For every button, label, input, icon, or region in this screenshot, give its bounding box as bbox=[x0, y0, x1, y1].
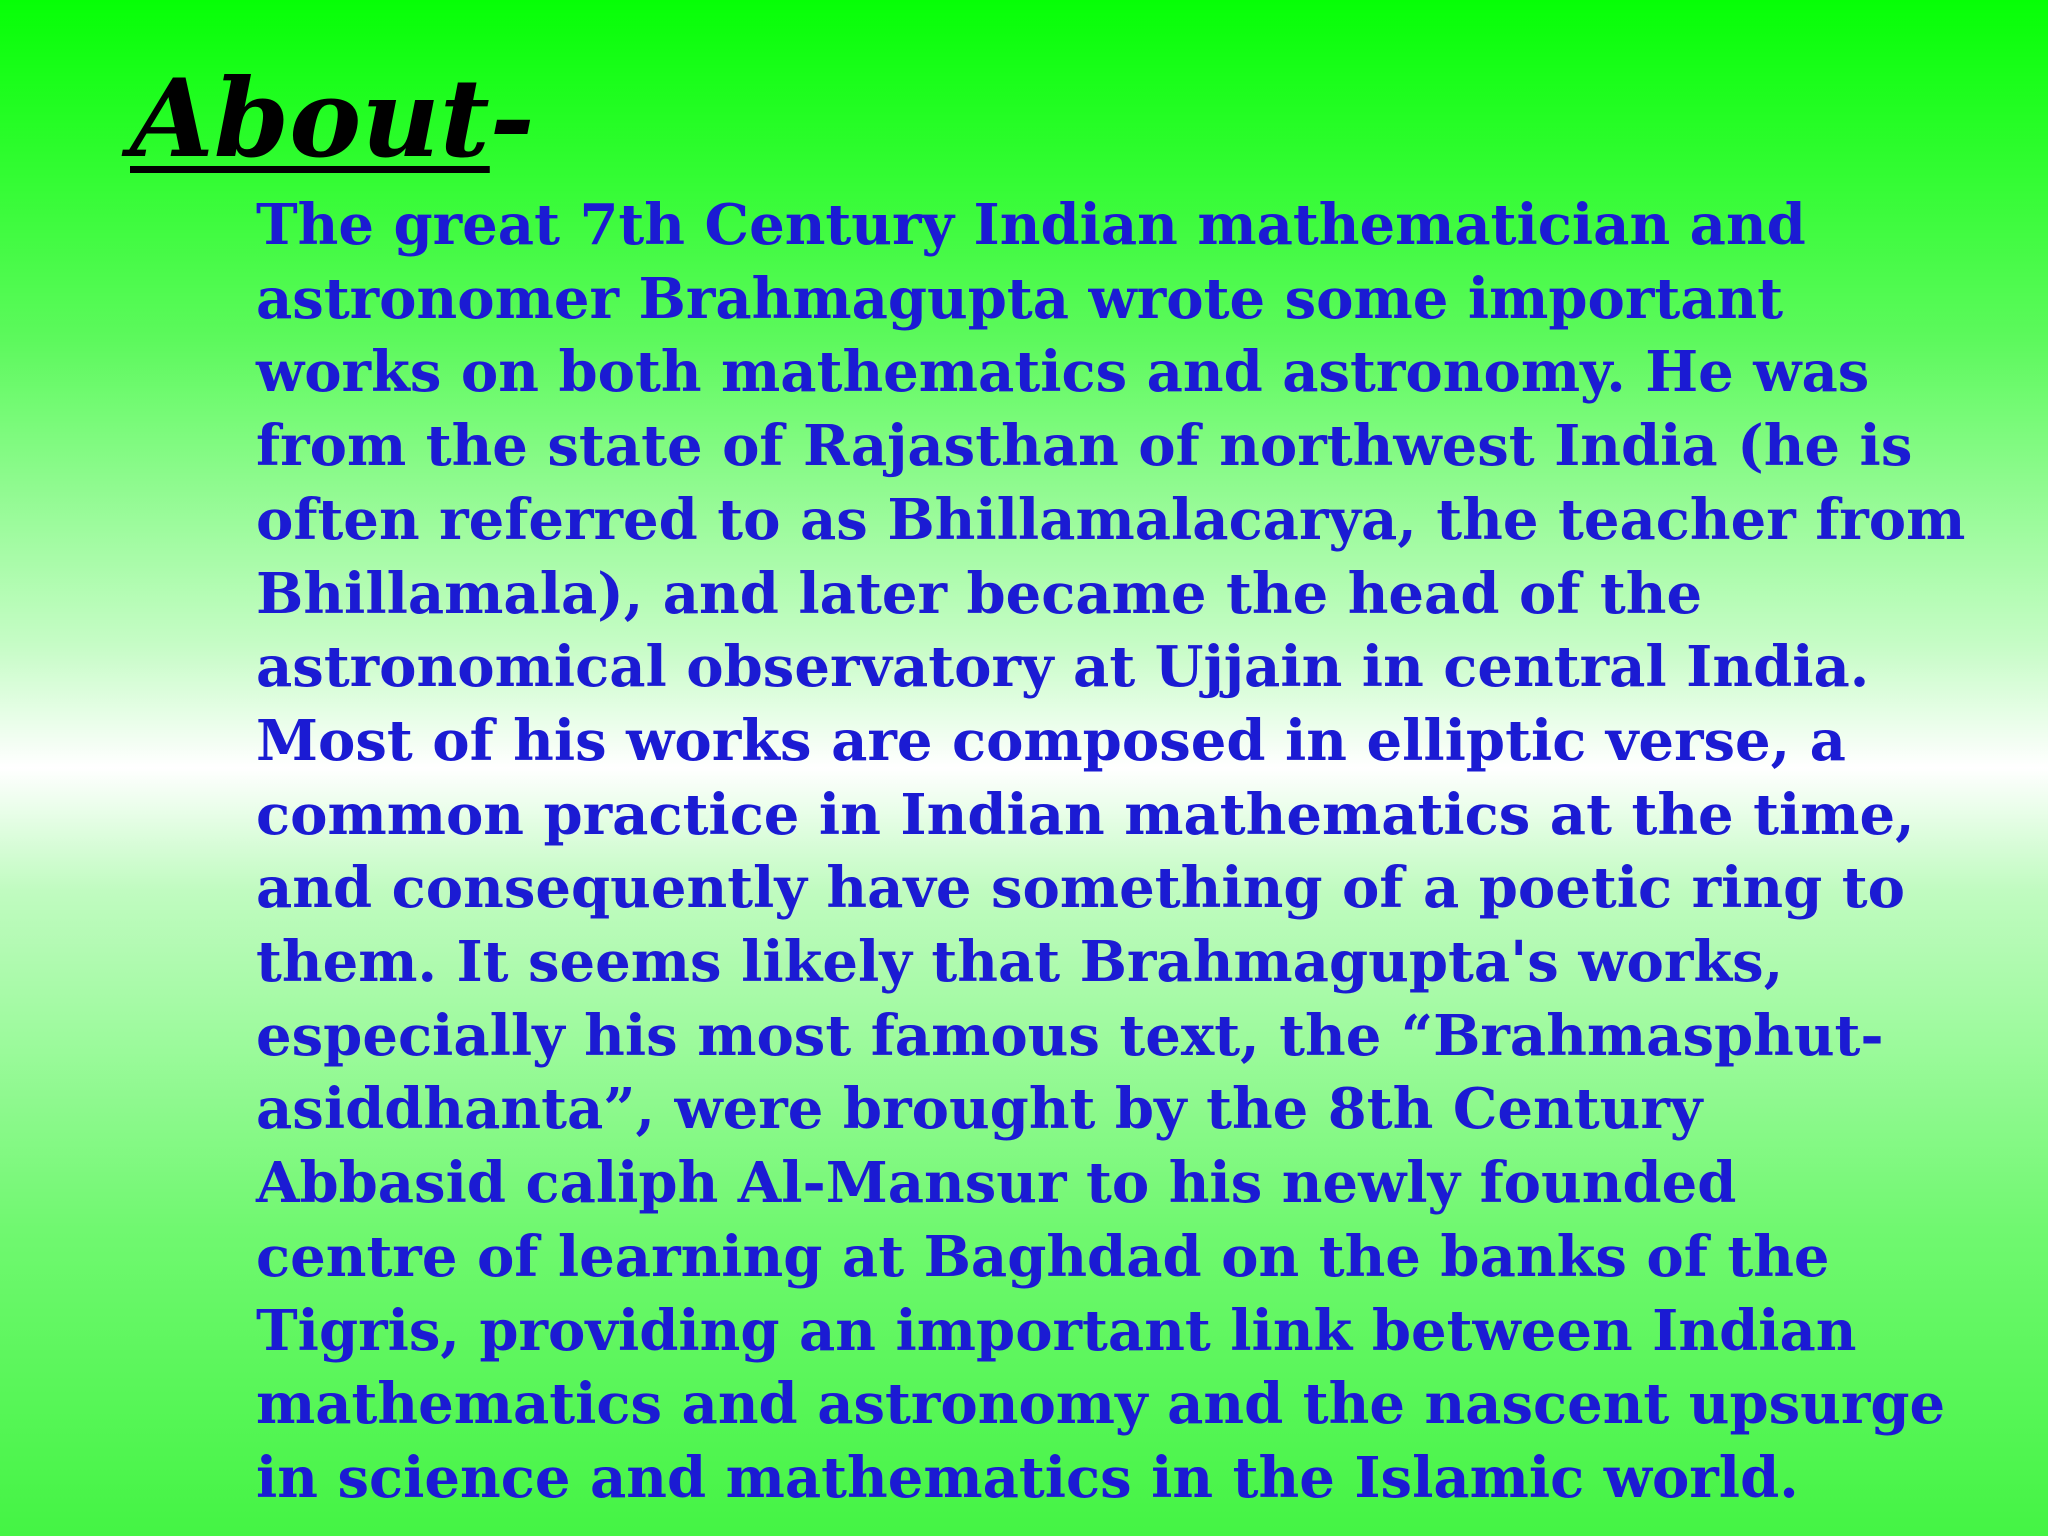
paragraph-line: Tigris, providing an important link between Indian bbox=[256, 1297, 1857, 1364]
paragraph-line: astronomical observatory at Ujjain in central India. bbox=[256, 634, 1870, 701]
paragraph-line: astronomer Brahmagupta wrote some important bbox=[256, 265, 1784, 332]
heading-suffix: - bbox=[489, 56, 535, 182]
paragraph-line: them. It seems likely that Brahmagupta's works, bbox=[256, 929, 1784, 996]
paragraph-line: and consequently have something of a poetic ring to bbox=[256, 855, 1905, 922]
paragraph-line: asiddhanta”, were brought by the 8th Century bbox=[256, 1076, 1703, 1143]
paragraph-line: often referred to as Bhillamalacarya, the teacher from bbox=[256, 486, 1966, 553]
paragraph-line: The great 7th Century Indian mathematician and bbox=[256, 192, 1806, 258]
paragraph-line: Most of his works are composed in elliptic verse, a bbox=[256, 707, 1846, 774]
paragraph-line: Bhillamala), and later became the head of the bbox=[256, 560, 1703, 627]
paragraph-line: mathematics and astronomy and the nascent upsurge bbox=[256, 1371, 1946, 1438]
about-paragraph bbox=[256, 189, 1966, 1516]
paragraph-line: Abbasid caliph Al-Mansur to his newly founded bbox=[256, 1150, 1737, 1217]
slide-heading bbox=[130, 56, 535, 182]
paragraph-line: in science and mathematics in the Islamic world. bbox=[256, 1444, 1799, 1511]
paragraph-line: works on both mathematics and astronomy. He was bbox=[256, 339, 1870, 406]
heading-word: About bbox=[130, 56, 490, 182]
paragraph-line: common practice in Indian mathematics at the time, bbox=[256, 781, 1915, 848]
paragraph-line: especially his most famous text, the “Brahmasphut- bbox=[256, 1002, 1884, 1069]
paragraph-line: from the state of Rajasthan of northwest India (he is bbox=[256, 413, 1913, 480]
paragraph-line: centre of learning at Baghdad on the banks of the bbox=[256, 1223, 1830, 1290]
